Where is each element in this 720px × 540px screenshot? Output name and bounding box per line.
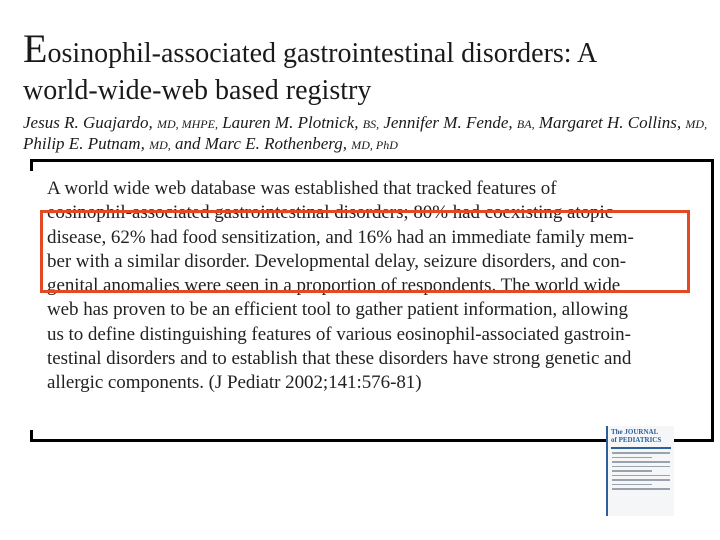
journal-title-line-2: of PEDIATRICS — [611, 436, 662, 444]
cover-text-line — [612, 461, 670, 463]
abstract-line: testinal disorders and to establish that these disorders have strong genetic and — [47, 348, 632, 370]
cover-text-line — [612, 475, 670, 477]
author-name: Philip E. Putnam, — [23, 134, 145, 153]
title-initial: E — [23, 26, 48, 71]
cover-text-line — [612, 484, 652, 486]
journal-title-line-1: The JOURNAL — [611, 428, 659, 436]
abstract-line: genital anomalies were seen in a proportion of respondents. The world wide — [47, 275, 621, 297]
article-title — [23, 26, 713, 109]
author-name: Jennifer M. Fende, — [383, 113, 513, 132]
cover-text-line — [612, 488, 670, 490]
abstract-line: ber with a similar disorder. Developmental delay, seizure disorders, and con- — [47, 250, 626, 272]
abstract-line: allergic components. (J Pediatr 2002;141:576-81) — [47, 372, 422, 394]
author-degree: BS, — [362, 117, 380, 131]
author-degree: MD, PhD — [351, 138, 398, 152]
cover-text-line — [612, 466, 670, 468]
title-line-1: osinophil-associated gastrointestinal disorders: A — [47, 38, 598, 69]
author-name: Lauren M. Plotnick, — [222, 113, 359, 132]
cover-rule — [611, 447, 671, 449]
cover-text-line — [612, 452, 670, 454]
frame-corner-bottom — [30, 430, 33, 442]
author-name: Margaret H. Collins, — [538, 113, 682, 132]
author-name: Jesus R. Guajardo, — [23, 113, 153, 132]
author-degree: MD, MHPE, — [156, 117, 218, 131]
abstract-line: web has proven to be an efficient tool to gather patient information, allowing — [47, 299, 628, 321]
highlight-box — [40, 210, 690, 293]
cover-text-line — [612, 479, 670, 481]
author-degree: MD, — [685, 117, 708, 131]
abstract-line: eosinophil-associated gastrointestinal disorders; 80% had coexisting atopic — [47, 202, 614, 224]
author-name: and Marc E. Rothenberg, — [175, 134, 348, 153]
frame-corner-top — [30, 159, 33, 171]
author-degree: MD, — [149, 138, 171, 152]
title-line-2: world-wide-web based registry — [23, 75, 372, 106]
journal-cover-title — [608, 426, 674, 446]
abstract-line: us to define distinguishing features of various eosinophil-associated gastroin- — [47, 323, 631, 345]
abstract-line: disease, 62% had food sensitization, and 16% had an immediate family mem- — [47, 226, 634, 248]
cover-text-line — [612, 470, 652, 472]
abstract-line: A world wide web database was established that tracked features of — [47, 178, 557, 199]
cover-text-line — [612, 457, 652, 459]
author-list — [23, 113, 713, 155]
journal-cover-thumbnail — [606, 426, 674, 516]
author-degree: BA, — [516, 117, 535, 131]
